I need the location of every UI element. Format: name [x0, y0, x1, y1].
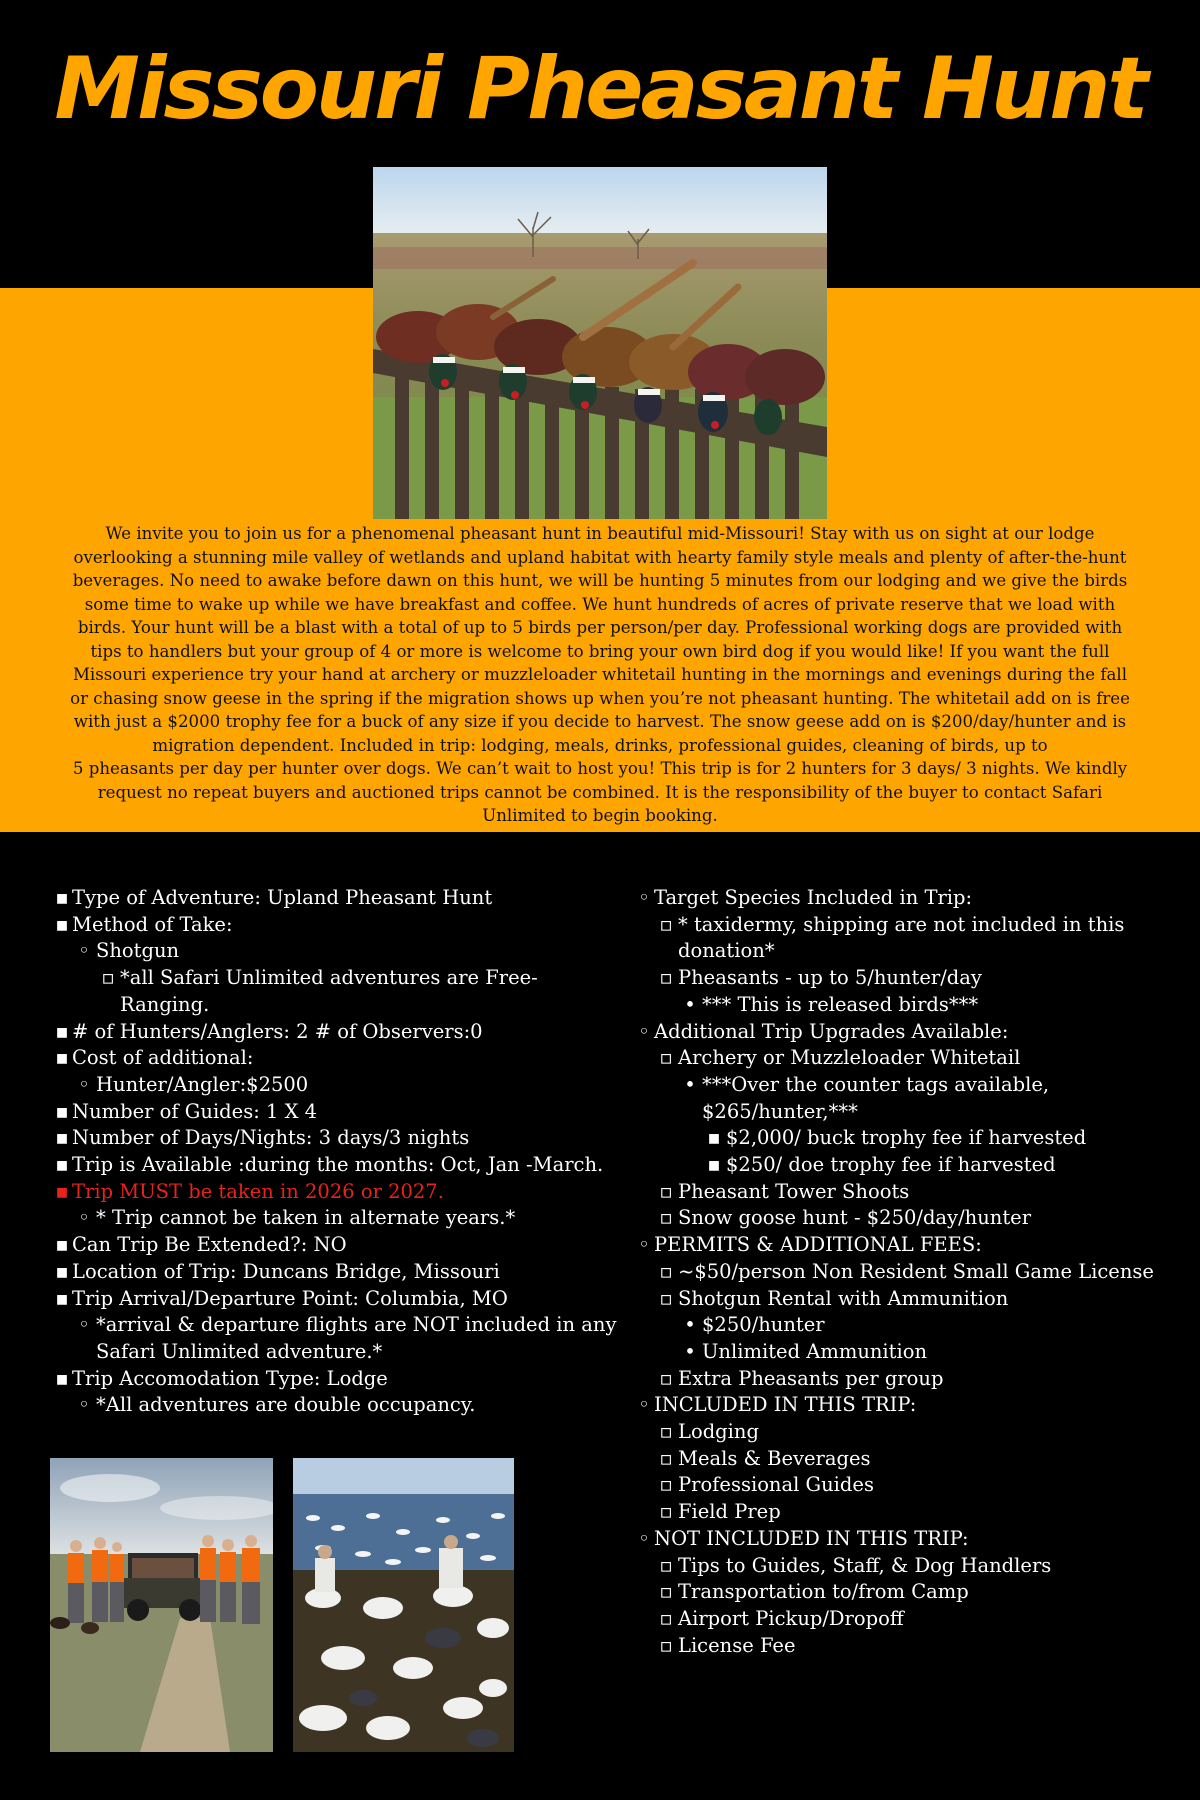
list-item — [52, 1366, 622, 1393]
list-item — [634, 1205, 1174, 1232]
bullet-icon: ▫ — [659, 966, 673, 990]
list-item — [52, 1072, 622, 1099]
bullet-icon: ▫ — [659, 1633, 673, 1657]
bullet-icon: ▪ — [55, 912, 69, 936]
bullet-icon: ▫ — [659, 1420, 673, 1444]
bullet-icon: ◦ — [78, 1393, 90, 1417]
list-item-text: Airport Pickup/Dropoff — [678, 1606, 904, 1630]
list-item-text: Professional Guides — [678, 1473, 874, 1497]
bullet-icon: ▫ — [659, 1500, 673, 1524]
list-item-text: *** This is released birds*** — [702, 992, 979, 1016]
list-item-text: Hunter/Angler:$2500 — [96, 1072, 309, 1096]
list-item — [634, 1579, 1174, 1606]
list-item — [634, 1019, 1174, 1046]
list-item-text: NOT INCLUDED IN THIS TRIP: — [654, 1526, 969, 1550]
bullet-icon: • — [684, 1339, 696, 1363]
bullet-icon: ▫ — [659, 1259, 673, 1283]
list-item-text: Number of Guides: 1 X 4 — [72, 1099, 318, 1123]
list-item — [52, 1205, 622, 1232]
list-item-text: Archery or Muzzleloader Whitetail — [678, 1046, 1021, 1070]
list-item-text: $2,000/ buck trophy fee if harvested — [726, 1126, 1087, 1150]
description-line: We invite you to join us for a phenomenal pheasant hunt in beautiful mid-Missouri! Stay with us on sight at our lodge — [105, 524, 1095, 543]
list-item — [634, 1152, 1174, 1179]
list-item — [634, 965, 1174, 992]
bullet-icon: ◦ — [78, 939, 90, 963]
list-item-text: Can Trip Be Extended?: NO — [72, 1233, 347, 1257]
bullet-icon: ◦ — [638, 886, 650, 909]
list-item-text: Cost of additional: — [72, 1046, 254, 1070]
list-item — [52, 1312, 622, 1365]
list-item — [634, 992, 1174, 1019]
list-item-text: Target Species Included in Trip: — [654, 886, 973, 909]
list-item — [634, 1553, 1174, 1580]
bullet-icon: ▫ — [659, 1446, 673, 1470]
list-item — [52, 1099, 622, 1126]
list-item-text: ~$50/person Non Resident Small Game License — [678, 1259, 1154, 1283]
list-item — [52, 1232, 622, 1259]
description-line: or chasing snow geese in the spring if the migration shows up when you’re not pheasant hunting. The whitetail add on is free — [70, 688, 1130, 708]
page-title: Missouri Pheasant Hunt — [54, 39, 1146, 139]
bullet-icon: ▫ — [659, 1046, 673, 1070]
snow-goose-decoys-photo — [293, 1458, 514, 1752]
description-line: 5 pheasants per day per hunter over dogs. We can’t wait to host you! This trip is for 2 hunters for 3 days/ 3 nights. We kindly — [72, 759, 1128, 778]
bullet-icon: ▫ — [659, 1553, 673, 1577]
list-item-text: Tips to Guides, Staff, & Dog Handlers — [678, 1553, 1052, 1577]
list-item-text: Snow goose hunt - $250/day/hunter — [678, 1206, 1032, 1230]
list-item-text: Trip Arrival/Departure Point: Columbia, MO — [72, 1286, 508, 1310]
list-item-text: Type of Adventure: Upland Pheasant Hunt — [72, 886, 493, 909]
list-item-text: License Fee — [678, 1633, 796, 1657]
bullet-icon: ▪ — [55, 1366, 69, 1390]
list-item-text: PERMITS & ADDITIONAL FEES: — [654, 1233, 982, 1257]
list-item — [52, 1179, 622, 1206]
list-item — [52, 938, 622, 965]
list-item-text: Unlimited Ammunition — [702, 1339, 928, 1363]
list-item-text: Field Prep — [678, 1500, 781, 1524]
bullet-icon: ▪ — [55, 1126, 69, 1150]
bullet-icon: ▪ — [55, 1259, 69, 1283]
bullet-icon: ▫ — [659, 1206, 673, 1230]
description-line: request no repeat buyers and auctioned trips cannot be combined. It is the responsibility of the buyer to contact Safari — [97, 782, 1103, 802]
list-item — [634, 1125, 1174, 1152]
list-item-text: INCLUDED IN THIS TRIP: — [654, 1393, 917, 1417]
list-item-text: Location of Trip: Duncans Bridge, Missouri — [72, 1259, 500, 1283]
bullet-icon: • — [684, 992, 696, 1016]
bullet-icon: • — [684, 1313, 696, 1337]
list-item — [634, 885, 1174, 912]
list-item-text: Extra Pheasants per group — [678, 1366, 944, 1390]
list-item — [634, 1419, 1174, 1446]
bullet-icon: ▫ — [659, 1580, 673, 1604]
bullet-icon: ◦ — [78, 1206, 90, 1230]
list-item — [52, 1152, 622, 1179]
list-item-text: Trip is Available :during the months: Oct, Jan -March. — [72, 1153, 604, 1177]
trip-inclusions-list — [634, 885, 1174, 1659]
bullet-icon: ▫ — [659, 1606, 673, 1630]
trip-details-list — [52, 885, 622, 1419]
list-item-text: * Trip cannot be taken in alternate years.* — [96, 1206, 516, 1230]
list-item-text: Meals & Beverages — [678, 1446, 871, 1470]
pheasants-on-railing-photo — [373, 167, 827, 519]
bullet-icon: ▪ — [707, 1126, 721, 1150]
bullet-icon: ▪ — [55, 1046, 69, 1070]
list-item — [634, 1312, 1174, 1339]
list-item — [52, 1259, 622, 1286]
list-item-text: # of Hunters/Anglers: 2 # of Observers:0 — [72, 1019, 483, 1043]
bullet-icon: ▫ — [101, 966, 115, 990]
list-item — [634, 1072, 1174, 1125]
bullet-icon: ▪ — [55, 1099, 69, 1123]
list-item — [634, 912, 1174, 965]
list-item-text: *All adventures are double occupancy. — [96, 1393, 476, 1417]
bullet-icon: ◦ — [638, 1393, 650, 1417]
description-line: birds. Your hunt will be a blast with a total of up to 5 birds per person/per day. Professional working dogs are provided with — [77, 618, 1123, 637]
bullet-icon: ▪ — [55, 1233, 69, 1257]
list-item-text: Trip Accomodation Type: Lodge — [72, 1366, 388, 1390]
list-item-text: Method of Take: — [72, 912, 233, 936]
description-line: Missouri experience try your hand at archery or muzzleloader whitetail hunting in the mornings and evenings during the fall — [72, 665, 1128, 684]
list-item — [634, 1366, 1174, 1393]
list-item — [634, 1446, 1174, 1473]
list-item — [52, 1392, 622, 1419]
list-item — [52, 965, 622, 1018]
bullet-icon: ▪ — [707, 1153, 721, 1177]
bullet-icon: ▫ — [659, 1286, 673, 1310]
bullet-icon: ◦ — [638, 1019, 650, 1043]
list-item — [634, 1045, 1174, 1072]
list-item — [52, 1045, 622, 1072]
list-item-text: Additional Trip Upgrades Available: — [654, 1019, 1009, 1043]
list-item — [634, 1179, 1174, 1206]
list-item-text: * taxidermy, shipping are not included in this donation* — [678, 912, 1125, 963]
description-line: with just a $2000 trophy fee for a buck of any size if you decide to harvest. The snow geese add on is $200/day/hunter and is — [73, 712, 1127, 731]
list-item — [634, 1499, 1174, 1526]
bullet-icon: ▫ — [659, 1473, 673, 1497]
description-line: migration dependent. Included in trip: lodging, meals, drinks, professional guides, cleaning of birds, up to — [152, 735, 1048, 755]
list-item — [634, 1286, 1174, 1313]
list-item-text: Number of Days/Nights: 3 days/3 nights — [72, 1126, 470, 1150]
list-item — [634, 1259, 1174, 1286]
list-item-text: Shotgun — [96, 939, 180, 963]
list-item-text: *all Safari Unlimited adventures are Free-Ranging. — [120, 966, 538, 1016]
description-line: Unlimited to begin booking. — [482, 806, 718, 825]
list-item — [634, 1232, 1174, 1259]
bullet-icon: • — [684, 1072, 696, 1096]
bullet-icon: ▫ — [659, 912, 673, 936]
list-item-text: Lodging — [678, 1420, 759, 1444]
list-item — [52, 1019, 622, 1046]
bullet-icon: ◦ — [638, 1233, 650, 1257]
list-item — [634, 1472, 1174, 1499]
list-item — [52, 885, 622, 912]
description-line: beverages. No need to awake before dawn on this hunt, we will be hunting 5 minutes from our lodging and we give the birds — [72, 571, 1128, 590]
bullet-icon: ▪ — [55, 1179, 69, 1203]
bullet-icon: ▪ — [55, 1019, 69, 1043]
list-item-text: Pheasants - up to 5/hunter/day — [678, 966, 982, 990]
list-item — [634, 1339, 1174, 1366]
bullet-icon: ▪ — [55, 886, 69, 909]
list-item — [634, 1633, 1174, 1660]
list-item-text: Trip MUST be taken in 2026 or 2027. — [72, 1179, 444, 1203]
list-item — [634, 1392, 1174, 1419]
bullet-icon: ◦ — [638, 1526, 650, 1550]
bullet-icon: ▪ — [55, 1286, 69, 1310]
list-item-text: Pheasant Tower Shoots — [678, 1179, 910, 1203]
bullet-icon: ◦ — [78, 1313, 90, 1337]
list-item-text: ***Over the counter tags available, $265/hunter,*** — [702, 1072, 1050, 1123]
description-line: tips to handlers but your group of 4 or more is welcome to bring your own bird dog if you would like! If you want the full — [90, 641, 1110, 661]
bullet-icon: ▪ — [55, 1153, 69, 1177]
list-item-text: *arrival & departure flights are NOT included in any Safari Unlimited adventure.* — [96, 1313, 617, 1363]
bullet-icon: ▫ — [659, 1179, 673, 1203]
list-item — [52, 912, 622, 939]
list-item — [634, 1526, 1174, 1553]
list-item — [634, 1606, 1174, 1633]
list-item-text: Transportation to/from Camp — [678, 1580, 969, 1604]
list-item — [52, 1125, 622, 1152]
list-item — [52, 1286, 622, 1313]
bullet-icon: ◦ — [78, 1072, 90, 1096]
trip-description — [46, 522, 1154, 828]
description-line: some time to wake up while we have breakfast and coffee. We hunt hundreds of acres of private reserve that we load with — [84, 594, 1116, 614]
list-item-text: Shotgun Rental with Ammunition — [678, 1286, 1009, 1310]
list-item-text: $250/hunter — [702, 1313, 825, 1337]
description-line: overlooking a stunning mile valley of wetlands and upland habitat with hearty family style meals and plenty of after-the-hunt — [73, 547, 1127, 567]
bullet-icon: ▫ — [659, 1366, 673, 1390]
list-item-text: $250/ doe trophy fee if harvested — [726, 1153, 1056, 1177]
hunters-with-utv-photo — [50, 1458, 273, 1752]
